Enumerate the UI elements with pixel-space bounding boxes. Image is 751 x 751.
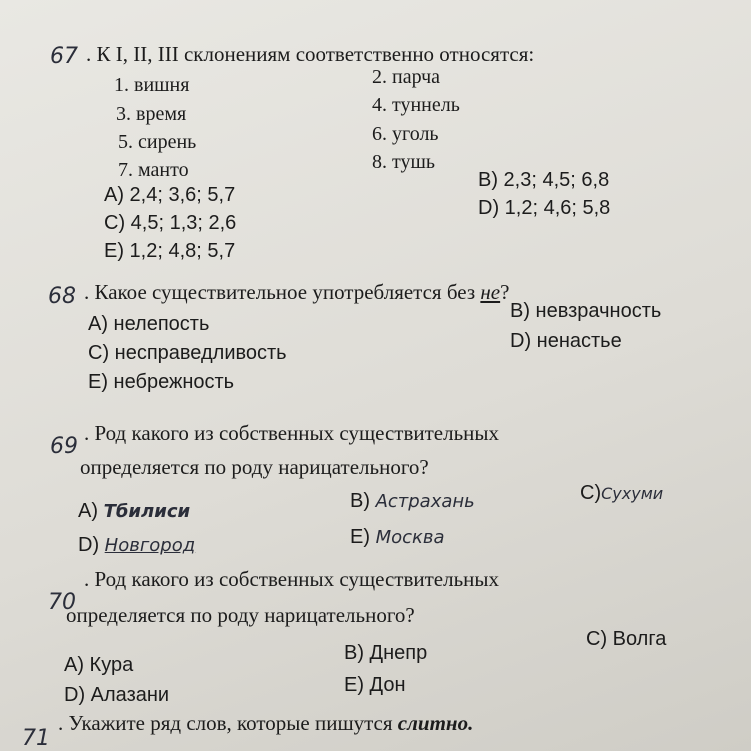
q67-word-6: 6. уголь: [372, 123, 439, 145]
q68-prompt-end: ?: [500, 280, 510, 304]
q67-word-3: 3. время: [116, 103, 187, 125]
question-70-prompt-line2: определяется по роду нарицательного?: [66, 603, 415, 627]
q68-option-c: C) несправедливость: [88, 342, 287, 364]
q70-option-c: C) Волга: [586, 628, 667, 650]
q69-option-c-handwritten: Сухуми: [601, 484, 664, 503]
question-68-prompt: [84, 281, 509, 303]
q67-word-5: 5. сирень: [118, 131, 197, 153]
q67-option-e: E) 1,2; 4,8; 5,7: [104, 240, 236, 262]
q68-prompt-emphasis: не: [480, 280, 501, 304]
q68-option-a: A) нелепость: [88, 313, 210, 335]
question-67-number: 67: [50, 44, 78, 69]
question-67-prompt: . К I, II, III склонениям соответственно относятся:: [86, 42, 535, 66]
question-70-number: 70: [48, 590, 76, 615]
q67-option-c: C) 4,5; 1,3; 2,6: [104, 212, 237, 234]
q68-option-b: B) невзрачность: [510, 300, 662, 322]
question-71-prompt: [58, 712, 473, 734]
q70-option-b: B) Днепр: [344, 642, 428, 664]
q69-option-e: E) Москва: [350, 526, 445, 548]
q71-prompt-text: . Укажите ряд слов, которые пишутся: [58, 711, 398, 735]
question-68-number: 68: [48, 284, 76, 309]
q67-word-2: 2. парча: [372, 66, 441, 88]
q70-option-d: D) Алазани: [64, 684, 170, 706]
q71-prompt-emphasis: слитно.: [397, 711, 474, 735]
q69-option-d: D) Новгород: [78, 534, 196, 556]
q69-option-c: C)Сухуми: [580, 482, 664, 504]
question-70-prompt-line1: . Род какого из собственных существительных: [84, 567, 500, 591]
q68-option-e: E) небрежность: [88, 371, 235, 393]
q67-word-8: 8. тушь: [372, 151, 435, 173]
q69-option-e-handwritten: Москва: [375, 527, 445, 548]
q67-option-a: A) 2,4; 3,6; 5,7: [104, 184, 236, 206]
question-69-prompt-line1: . Род какого из собственных существительных: [84, 421, 500, 445]
q69-option-d-handwritten: Новгород: [104, 535, 196, 556]
question-69-number: 69: [50, 434, 78, 459]
q70-option-a: A) Кура: [64, 654, 134, 676]
q68-prompt-text: . Какое существительное употребляется без: [84, 280, 481, 304]
q69-option-a-handwritten: Тбилиси: [103, 501, 191, 522]
q67-word-4: 4. туннель: [372, 94, 460, 116]
q67-option-d: D) 1,2; 4,6; 5,8: [478, 197, 611, 219]
q68-option-d: D) ненастье: [510, 330, 622, 352]
question-71-number: 71: [22, 726, 50, 751]
q67-word-1: 1. вишня: [114, 74, 190, 96]
q69-option-a: A) Тбилиси: [78, 500, 191, 522]
q67-word-7: 7. манто: [118, 159, 189, 181]
q69-option-b: B) Астрахань: [350, 490, 475, 512]
q69-option-b-handwritten: Астрахань: [375, 491, 475, 512]
q70-option-e: E) Дон: [344, 674, 406, 696]
q67-option-b: B) 2,3; 4,5; 6,8: [478, 169, 610, 191]
question-69-prompt-line2: определяется по роду нарицательного?: [80, 455, 429, 479]
